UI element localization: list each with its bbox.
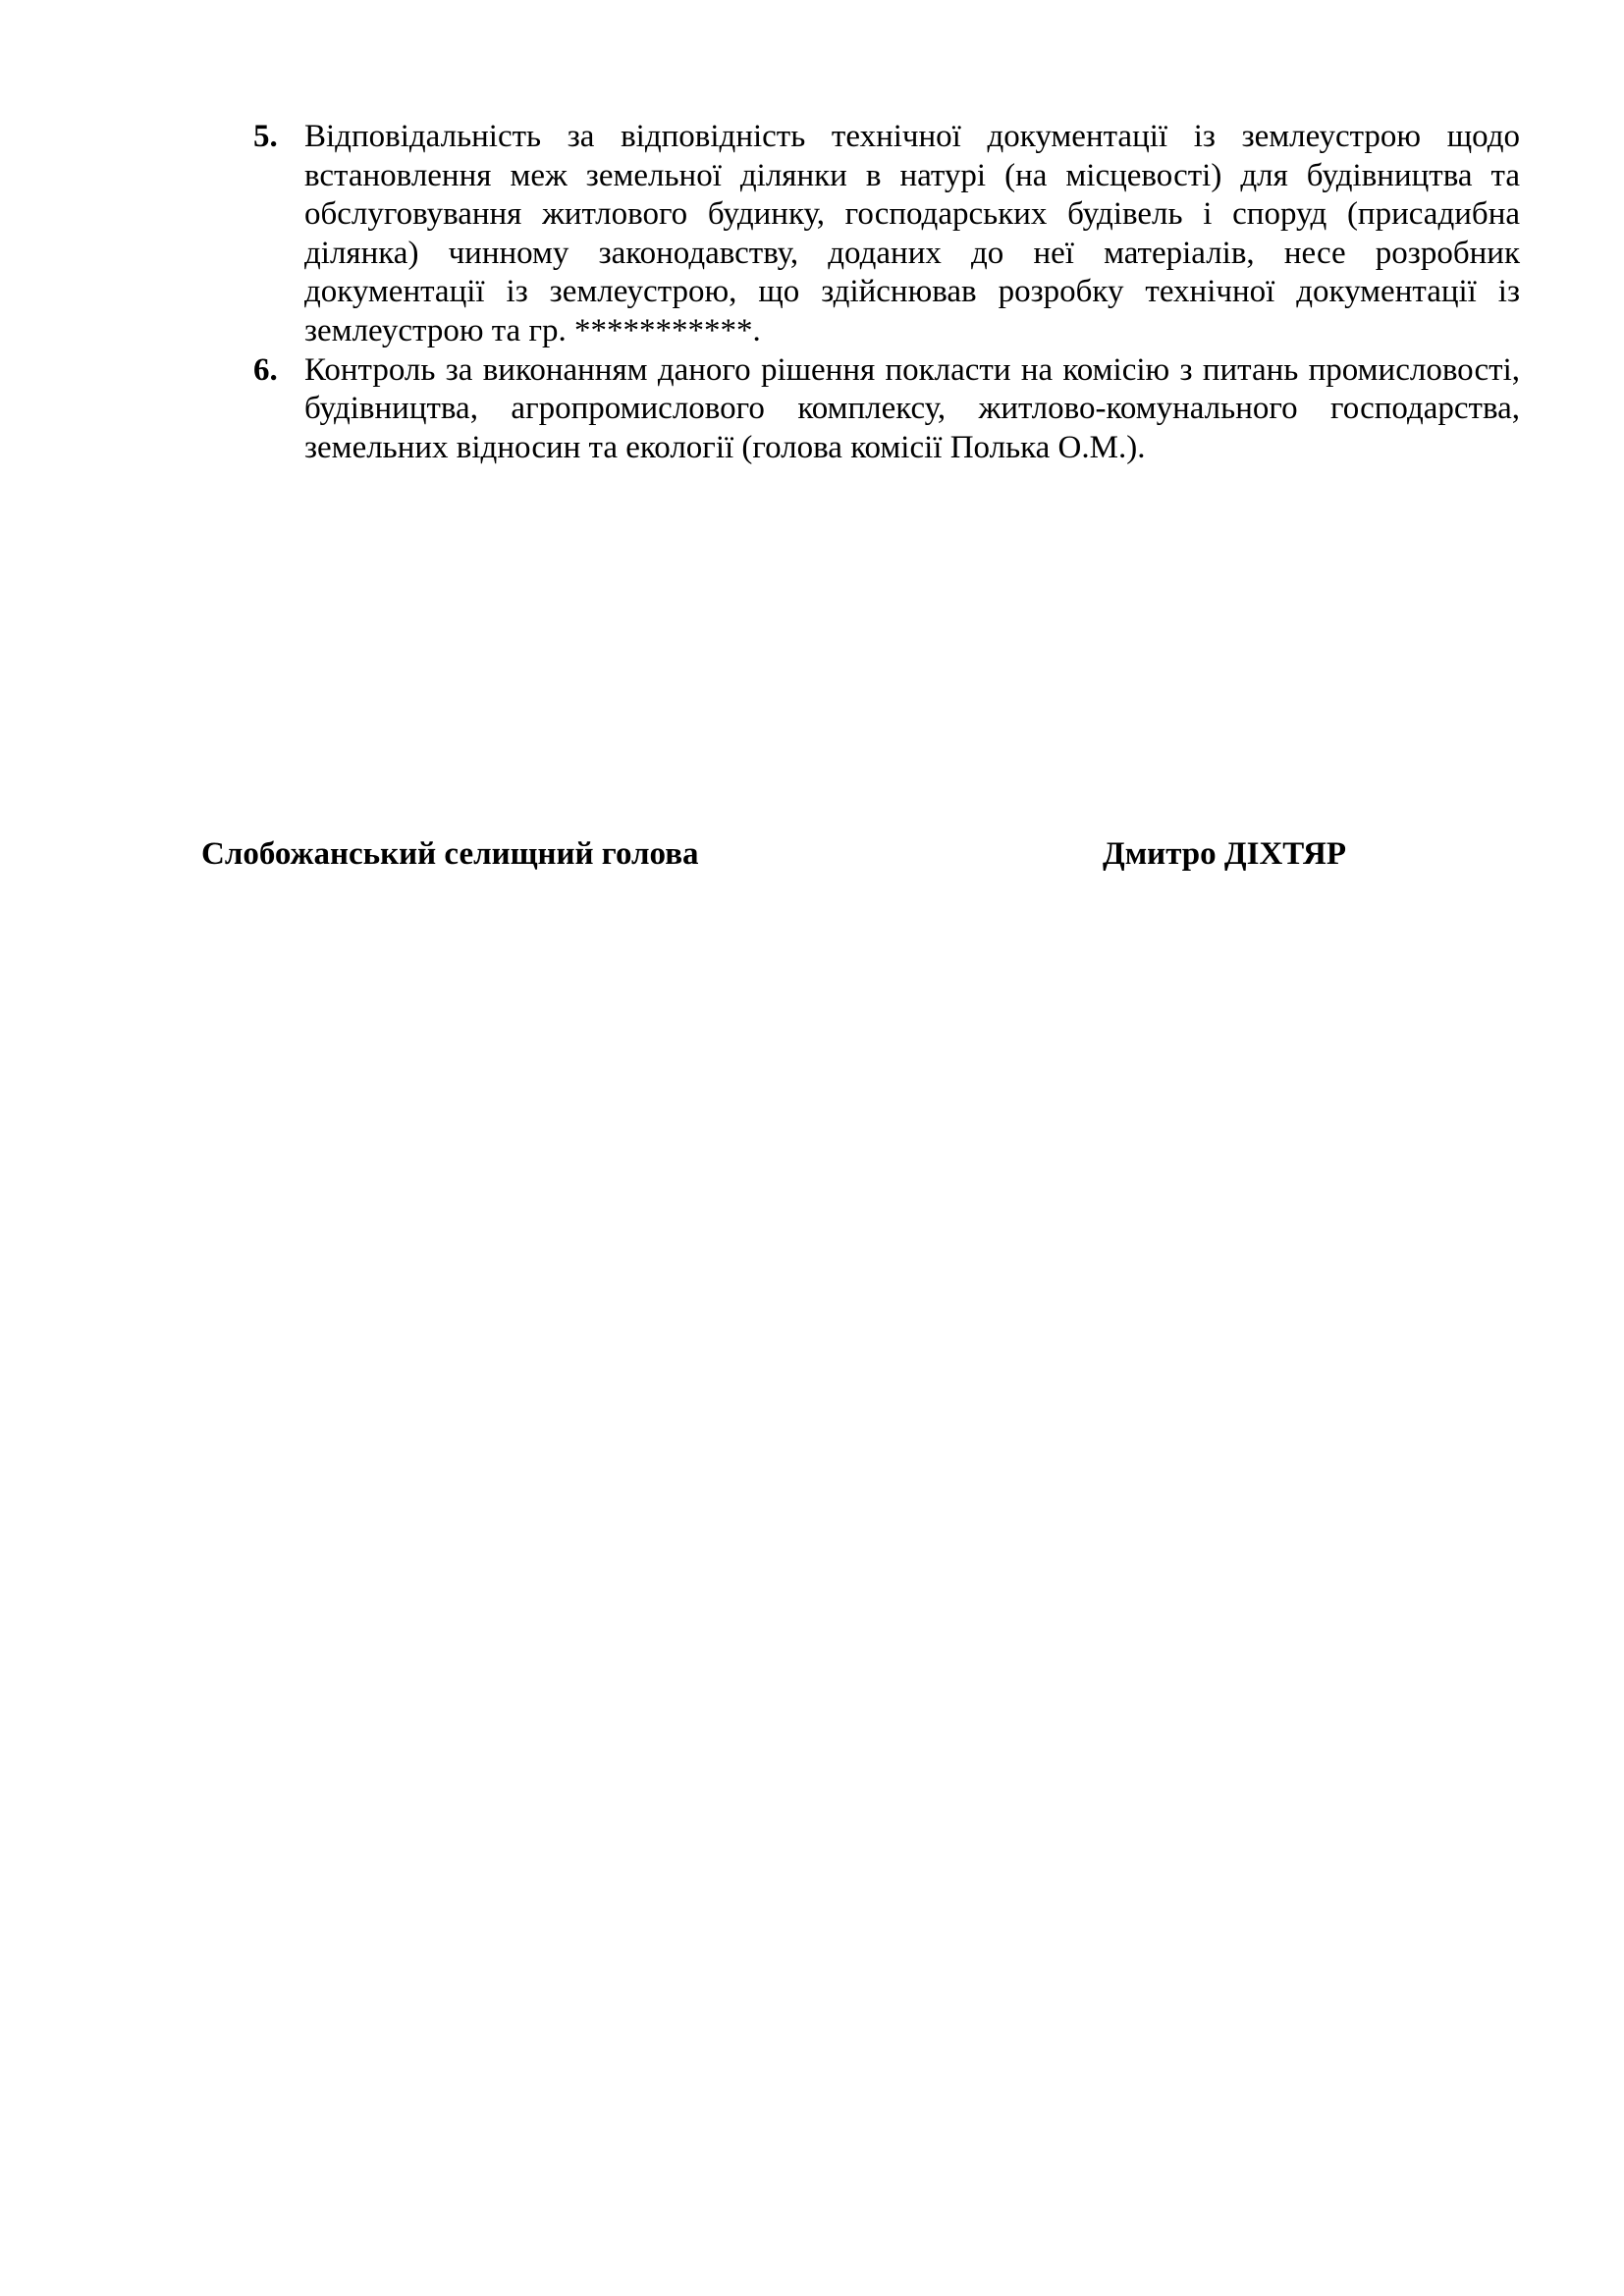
- signatory-title: Слобожанський селищний голова: [201, 836, 699, 872]
- list-item-6: [253, 351, 1520, 468]
- list-item-5: [253, 118, 1520, 351]
- list-item-number: 5.: [253, 119, 278, 154]
- numbered-list: [253, 118, 1520, 467]
- list-item-text: Контроль за виконанням даного рішення покласти на комісію з питань промисловості, будівництва, агропромислового комплексу, житлово-комунального господарства, земельних відносин та екології (голова комісії Полька О.М.).: [304, 351, 1520, 465]
- list-item-number: 6.: [253, 351, 278, 388]
- signatory-name: Дмитро ДІХТЯР: [1103, 836, 1347, 872]
- list-item-text: Відповідальність за відповідність технічної документації із землеустрою щодо встановлення меж земельної ділянки в натурі (на місцевості) для будівництва та обслуговування житлового будинку, господарських будівель і споруд (присадибна ділянка) чинному законодавству, доданих до неї матеріалів, несе розробник документації із землеустрою, що здійснював розробку технічної документації із землеустрою та гр. ***********.: [304, 119, 1520, 348]
